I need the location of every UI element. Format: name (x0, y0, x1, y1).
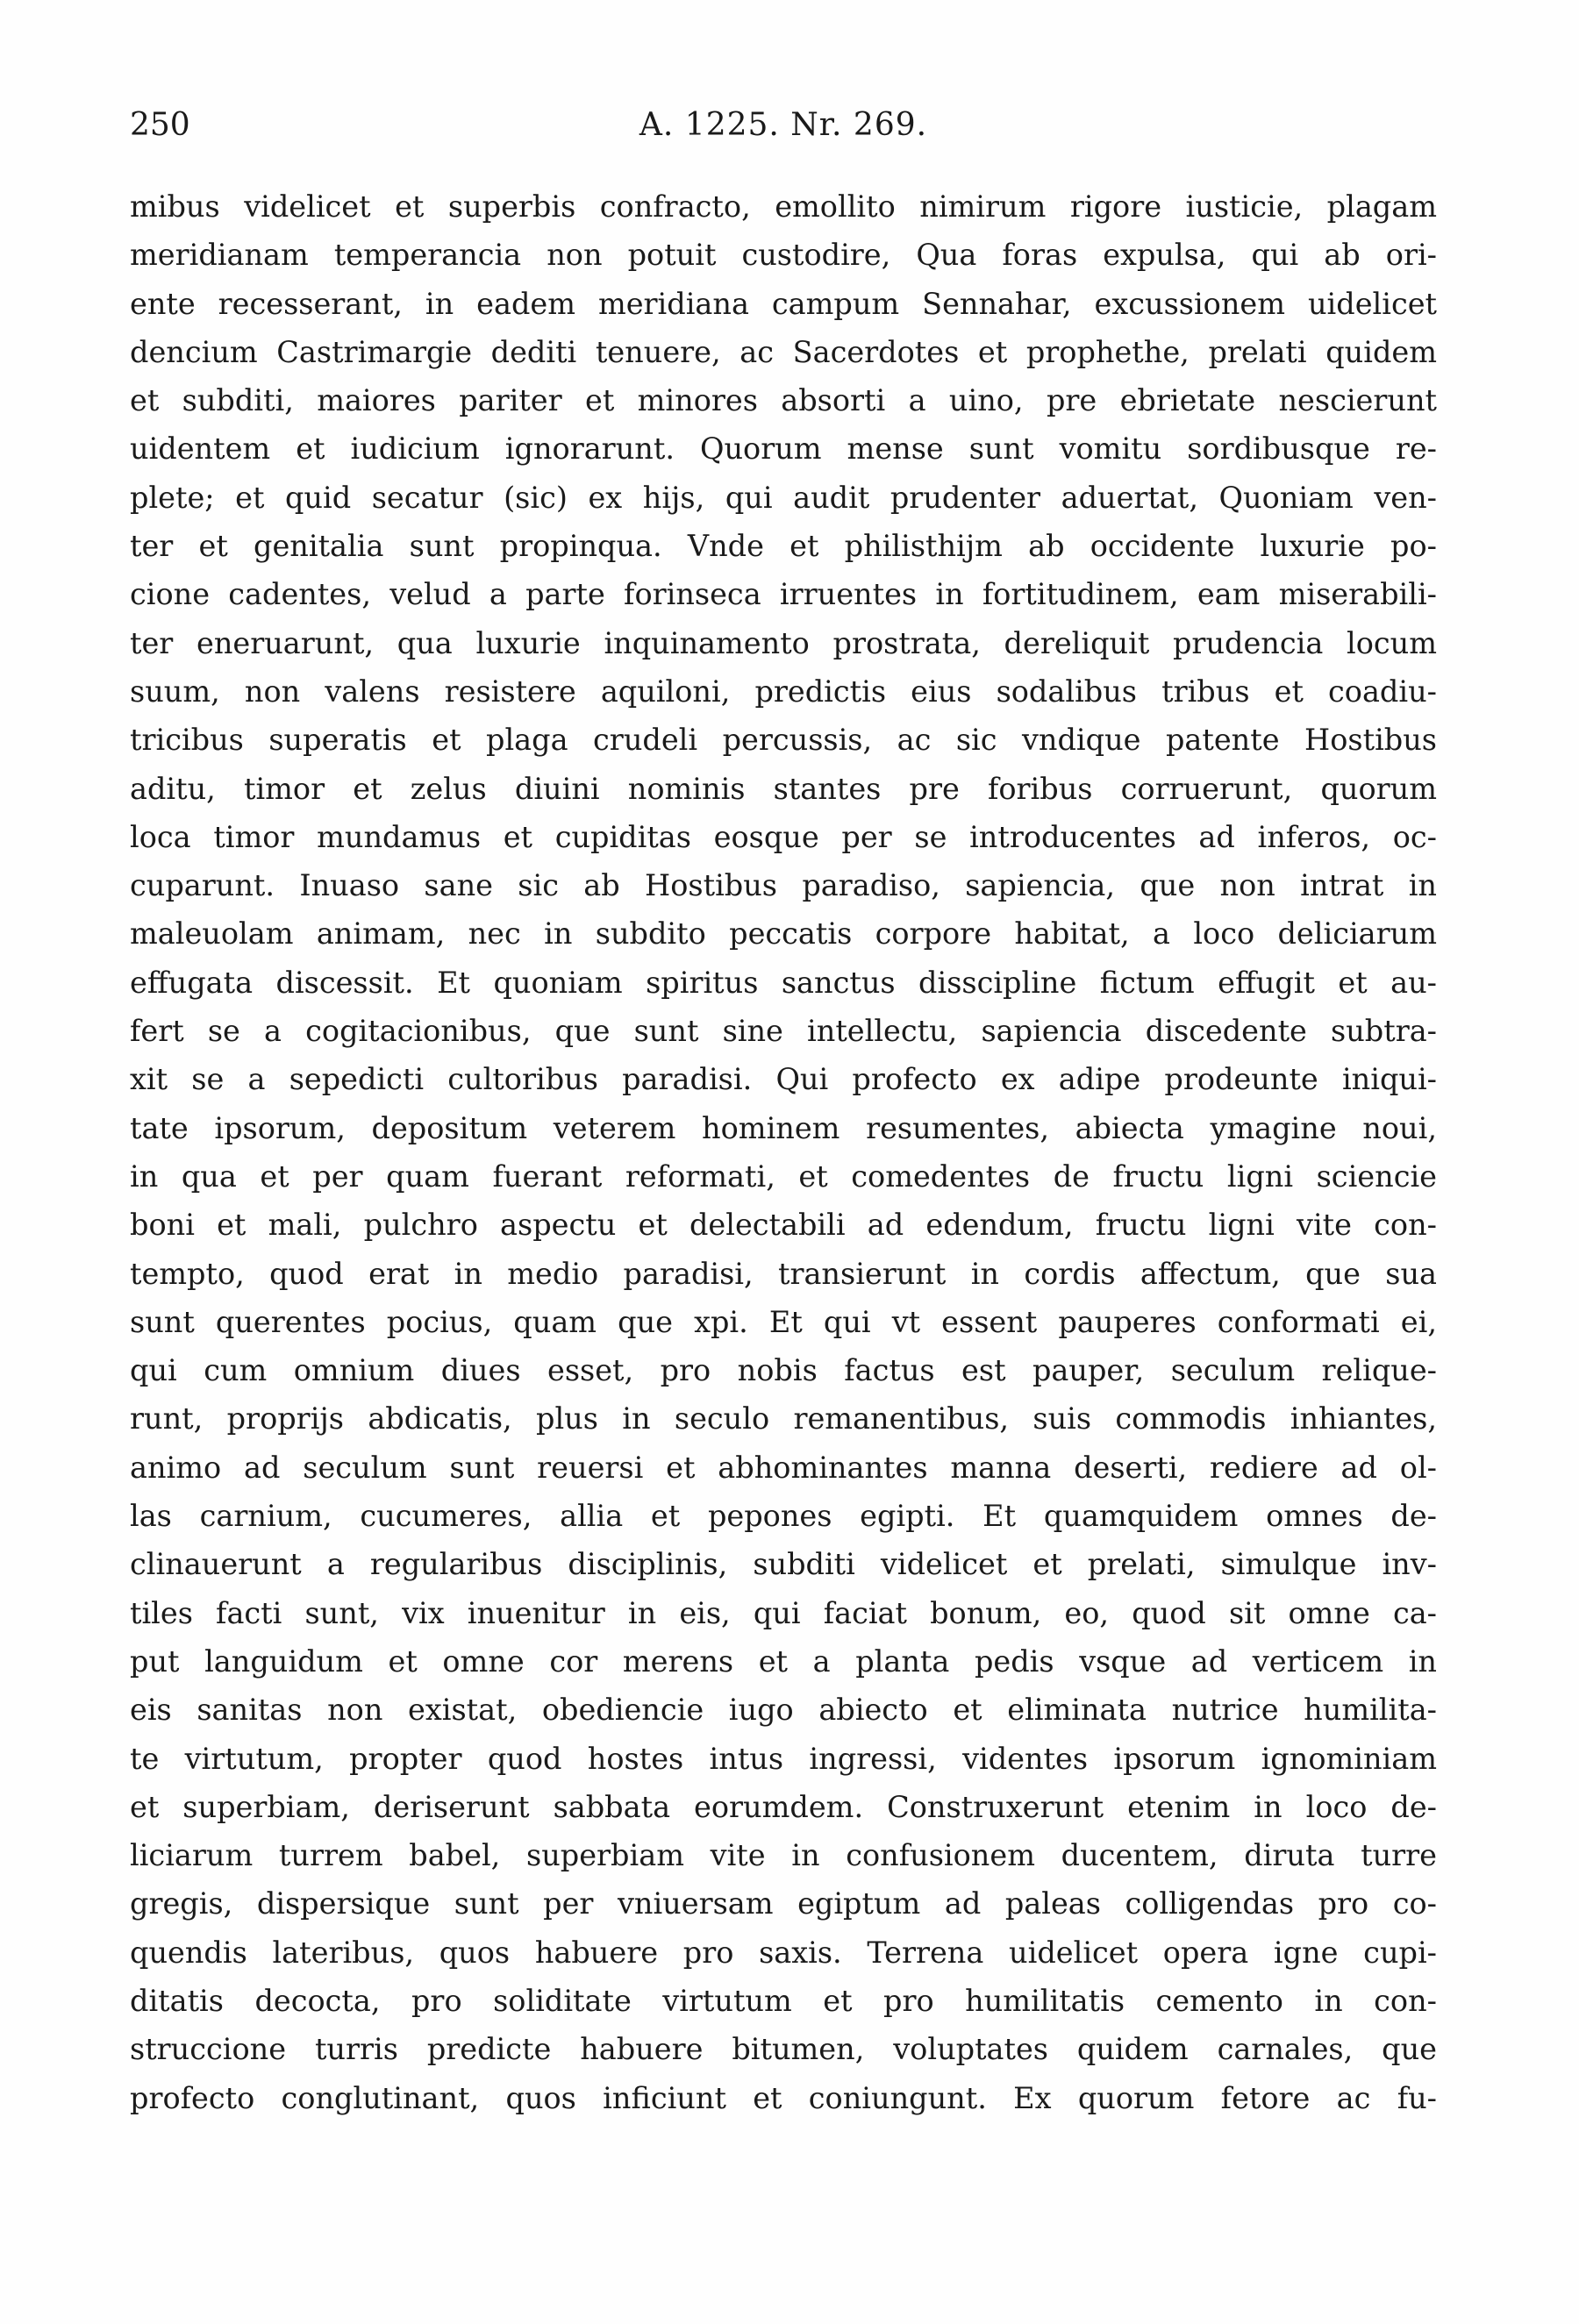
text-line: tempto, quod erat in medio paradisi, transierunt in cordis affectum, que sua (130, 1256, 1437, 1291)
text-line: struccione turris predicte habuere bitumen, voluptates quidem carnales, que (130, 2032, 1437, 2067)
text-line: effugata discessit. Et quoniam spiritus sanctus disscipline fictum effugit et au- (130, 965, 1437, 1000)
running-head (130, 103, 1437, 147)
text-line: dencium Castrimargie dediti tenuere, ac Sacerdotes et prophethe, prelati quidem (130, 334, 1437, 369)
running-title: A. 1225. Nr. 269. (639, 107, 928, 143)
text-line: las carnium, cucumeres, allia et pepones egipti. Et quamquidem omnes de- (130, 1499, 1437, 1534)
text-line: xit se a sepedicti cultoribus paradisi. Qui profecto ex adipe prodeunte iniqui- (130, 1062, 1437, 1097)
text-line: sunt querentes pocius, quam que xpi. Et qui vt essent pauperes conformati ei, (130, 1304, 1437, 1339)
text-line: ter et genitalia sunt propinqua. Vnde et philisthijm ab occidente luxurie po- (130, 529, 1437, 564)
text-line: te virtutum, propter quod hostes intus ingressi, videntes ipsorum ignominiam (130, 1741, 1437, 1776)
text-line: animo ad seculum sunt reuersi et abhominantes manna deserti, rediere ad ol- (130, 1450, 1437, 1485)
page-number: 250 (130, 107, 190, 143)
text-line: mibus videlicet et superbis confracto, emollito nimirum rigore iusticie, plagam (130, 189, 1437, 224)
text-line: cione cadentes, velud a parte forinseca irruentes in fortitudinem, eam miserabili- (130, 577, 1437, 612)
text-line: ente recesserant, in eadem meridiana campum Sennahar, excussionem uidelicet (130, 286, 1437, 321)
text-line: qui cum omnium diues esset, pro nobis factus est pauper, seculum reliquе- (130, 1353, 1437, 1388)
text-line: liciarum turrem babel, superbiam vite in confusionem ducentem, diruta turre (130, 1838, 1437, 1873)
text-line: maleuolam animam, nec in subdito peccatis corpore habitat, a loco deliciarum (130, 916, 1437, 952)
text-line: boni et mali, pulchro aspectu et delectabili ad edendum, fructu ligni vite con- (130, 1208, 1437, 1243)
text-line: clinauerunt a regularibus disciplinis, subditi videlicet et prelati, simulque inv- (130, 1547, 1437, 1582)
body-text (130, 182, 1437, 2122)
text-line: plete; et quid secatur (sic) ex hijs, qui audit prudenter aduertat, Quoniam ven- (130, 480, 1437, 515)
text-line: uidentem et iudicium ignorarunt. Quorum mense sunt vomitu sordibusque re- (130, 431, 1437, 467)
text-line: runt, proprijs abdicatis, plus in seculo remanentibus, suis commodis inhiantes, (130, 1401, 1437, 1436)
text-line: et subditi, maiores pariter et minores absorti a uino, pre ebrietate nescierunt (130, 383, 1437, 418)
text-line: et superbiam, deriserunt sabbata eorumdem. Construxerunt etenim in loco de- (130, 1789, 1437, 1824)
text-line: profecto conglutinant, quos inficiunt et coniungunt. Ex quorum fetore ac fu- (130, 2080, 1437, 2115)
text-line: put languidum et omne cor merens et a planta pedis vsque ad verticem in (130, 1643, 1437, 1679)
text-line: in qua et per quam fuerant reformati, et comedentes de fructu ligni sciencie (130, 1158, 1437, 1194)
text-line: loca timor mundamus et cupiditas eosque per se introducentes ad inferos, oc- (130, 819, 1437, 854)
text-line: quendis lateribus, quos habuere pro saxis. Terrena uidelicet opera igne cupi- (130, 1935, 1437, 1970)
text-line: gregis, dispersique sunt per vniuersam egiptum ad paleas colligendas pro co- (130, 1886, 1437, 1921)
text-line: meridianam temperancia non potuit custodire, Qua foras expulsa, qui ab ori- (130, 238, 1437, 273)
text-line: tiles facti sunt, vix inuenitur in eis, qui faciat bonum, eo, quod sit omne ca- (130, 1595, 1437, 1630)
text-line: ter eneruarunt, qua luxurie inquinamento prostrata, dereliquit prudencia locum (130, 625, 1437, 660)
text-line: cuparunt. Inuaso sane sic ab Hostibus paradiso, sapiencia, que non intrat in (130, 868, 1437, 903)
text-line: aditu, timor et zelus diuini nominis stantes pre foribus corruerunt, quorum (130, 771, 1437, 806)
text-line: suum, non valens resistere aquiloni, predictis eius sodalibus tribus et coadiu- (130, 674, 1437, 709)
text-line: fert se a cogitacionibus, que sunt sine intellectu, sapiencia discedente subtra- (130, 1014, 1437, 1049)
text-line: ditatis decocta, pro soliditate virtutum et pro humilitatis cemento in con- (130, 1983, 1437, 2018)
text-line: tricibus superatis et plaga crudeli percussis, ac sic vndique patente Hostibus (130, 723, 1437, 758)
text-line: tate ipsorum, depositum veterem hominem resumentes, abiecta ymagine noui, (130, 1110, 1437, 1145)
text-line: eis sanitas non existat, obediencie iugo abiecto et eliminata nutrice humilita- (130, 1693, 1437, 1728)
